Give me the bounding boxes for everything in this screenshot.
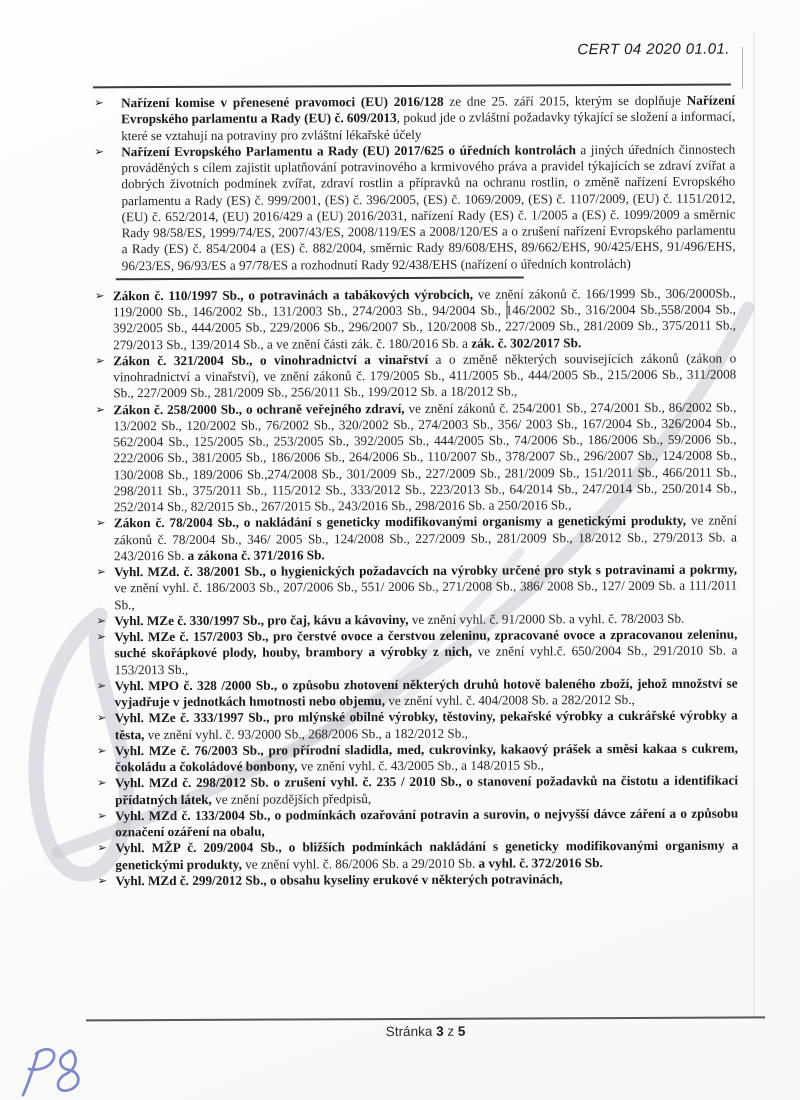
decree-amendments: ve znění vyhl. č. 404/2008 Sb. a 282/2012 Sb.,	[388, 691, 635, 709]
footer-of-label: z	[447, 1023, 455, 1039]
regulation-item	[95, 627, 737, 679]
regulation-item	[95, 562, 737, 614]
document-body	[93, 93, 738, 890]
regulation-text: a jiných úředních činnostech prováděných s cílem zajistit uplatňování potravinového a krmivového práva a pravidel týkajících se zdraví zvířat a dobrých životních podmínek zvířat, zdraví rostlin a přípravků na ochranu rostlin, o změně nařízení Evropského parlamentu a Rady (ES) č. 999/2001, (ES) č. 396/2005, (ES) č. 1069/2009, (ES) č. 1107/2009, (EU) č. 1151/2012, (EU) č. 652/2014, (EU) 2016/429 a (EU) 2016/2031, nařízení Rady (ES) č. 1/2005 a (ES) č. 1099/2009 a směrnic Rady 98/58/ES, 1999/74/ES, 2007/43/ES, 2008/119/ES a 2008/120/ES a o zrušení nařízení Evropského parlamentu a Rady (ES) č. 854/2004 a (ES) č. 882/2004, směrnic Rady 89/608/EHS, 89/662/EHS, 90/425/EHS, 91/496/EHS, 96/23/ES, 96/93/ES a 97/78/ES a rozhodnutí Rady 92/438/EHS (nařízení o úředních kontrolách)	[121, 141, 736, 273]
decree-amendments: ve znění vyhl. č. 86/2006 Sb. a 29/2010 Sb.	[245, 855, 479, 872]
document-code: CERT 04 2020 01.01.	[577, 40, 730, 59]
section-divider-rule	[116, 276, 524, 280]
bullet-arrow-icon: ➢	[96, 566, 106, 579]
bullet-arrow-icon: ➢	[95, 355, 105, 368]
handwritten-p8-mark	[14, 1042, 88, 1100]
regulation-item	[96, 708, 738, 743]
bullet-arrow-icon: ➢	[94, 146, 104, 159]
law-amendments: a o změně některých souvisejících zákonů (zákon o vinohradnictví a vinařství), ve znění zákonů č. 179/2005 Sb., 411/2005 Sb., 444/2005 Sb., 215/2006 Sb., 311/2008 Sb., 227/2009 Sb., 281/2009 Sb., 256/2011 Sb., 199/2012 Sb. a 18/2012 Sb.,	[113, 350, 737, 401]
law-amendments: ve znění zákonů č. 78/2004 Sb., 346/ 2005 Sb., 124/2008 Sb., 227/2009 Sb., 281/2009 Sb., 18/2012 Sb., 279/2013 Sb. a 243/2016 Sb.	[113, 512, 737, 563]
law-title: Zákon č. 78/2004 Sb., o nakládání s geneticky modifikovanými organismy a genetickými produkty,	[113, 512, 692, 531]
decree-title: Vyhl. MZe č. 76/2003 Sb., pro přírodní sladidla, med, cukrovinky, kakaový prášek a směsi kakaa s cukrem, čokoládu a čokoládové bonbony,	[114, 740, 738, 775]
decree-title: Vyhl. MZe č. 330/1997 Sb., pro čaj, kávu a kávoviny,	[114, 611, 412, 628]
decree-title: a vyhl. č. 372/2016 Sb.	[478, 854, 603, 871]
decree-amendments: ve znění vyhl.č. 650/2004 Sb., 291/2010 Sb. a 153/2013 Sb.,	[114, 642, 738, 677]
bullet-arrow-icon: ➢	[96, 615, 106, 628]
regulation-item	[96, 870, 738, 889]
law-title: Zákon č. 110/1997 Sb., o potravinách a tabákových výrobcích,	[112, 286, 478, 304]
footer-total-pages: 5	[457, 1023, 466, 1039]
decree-title: Vyhl. MPO č. 328 /2000 Sb., o způsobu zhotovení některých druhů hotově baleného zboží, jehož množství se vyjadřuje v jednotkách hmotnosti nebo objemu,	[114, 675, 738, 710]
regulation-title: Nařízení komise v přenesené pravomoci (EU) 2016/128	[121, 93, 450, 111]
decree-amendments: ve znění vyhl. č. 91/2000 Sb. a vyhl. č. 78/2003 Sb.	[411, 610, 685, 627]
bullet-arrow-icon: ➢	[96, 777, 107, 790]
decree-title: Vyhl. MZe č. 157/2003 Sb., pro čerstvé ovoce a čerstvou zeleninu, zpracované ovoce a zpracovanou zeleninu, suché skořápkové plody, houby, brambory a výrobky z nich,	[114, 626, 738, 661]
decree-title: Vyhl. MZd. č. 38/2001 Sb., o hygienických požadavcích na výrobky určené pro styk s potravinami a pokrmy,	[114, 561, 738, 580]
decree-title: Vyhl. MZd č. 133/2004 Sb., o podmínkách ozařování potravin a surovin, o nejvyšší dávce záření a o způsobu označení ozáření na obalu,	[115, 805, 739, 840]
decree-amendments: ve znění vyhl. č. 93/2000 Sb., 268/2006 Sb., a 182/2012 Sb.,	[147, 725, 468, 742]
law-title: zák. č. 302/2017 Sb.	[471, 334, 582, 351]
bullet-arrow-icon: ➢	[97, 810, 107, 823]
bullet-arrow-icon: ➢	[95, 517, 106, 530]
decree-amendments: ve znění vyhl. č. 43/2005 Sb., a 148/2015 Sb.,	[300, 757, 544, 774]
header-rule	[93, 84, 731, 89]
page-footer	[86, 1022, 765, 1040]
bullet-arrow-icon: ➢	[96, 631, 107, 644]
decree-title: Vyhl. MZd č. 298/2012 Sb. o zrušení vyhl. č. 235 / 2010 Sb., o stanovení požadavků na čistotu a identifikaci přídatných látek,	[114, 772, 739, 807]
decree-amendments: ve znění vyhl. č. 186/2003 Sb., 207/2006 Sb., 551/ 2006 Sb., 271/2008 Sb., 386/ 2008 Sb., 127/ 2009 Sb. a 111/2011 Sb.,	[114, 577, 738, 612]
regulation-item	[96, 740, 738, 775]
regulation-item	[94, 285, 736, 353]
regulation-text: ze dne 25. září 2015, kterým se doplňuje	[449, 92, 687, 109]
bullet-arrow-icon: ➢	[97, 842, 107, 855]
bullet-arrow-icon: ➢	[95, 403, 106, 416]
regulation-item	[96, 805, 738, 840]
regulation-title: Nařízení Evropského Parlamentu a Rady (EU) 2017/625 o úředních kontrolách	[121, 141, 581, 159]
bullet-arrow-icon: ➢	[94, 97, 104, 110]
decree-amendments: ve znění pozdějších předpisů,	[215, 790, 372, 807]
decree-title: Vyhl. MŽP č. 209/2004 Sb., o bližších podmínkách nakládání s geneticky modifikovanými organismy a genetickými produkty,	[115, 837, 739, 872]
law-title: Zákon č. 258/2000 Sb., o ochraně veřejného zdraví,	[113, 400, 409, 417]
footer-page-number: 3	[436, 1023, 444, 1039]
law-title: a zákona č. 371/2016 Sb.	[187, 547, 325, 563]
law-amendments: ve znění zákonů č. 166/1999 Sb., 306/2000Sb., 119/2000 Sb., 146/2002 Sb., 131/2003 Sb., 274/2003 Sb., 94/2004 Sb., 146/2002 Sb., 316/2004 Sb.,558/2004 Sb., 392/2005 Sb., 444/2005 Sb., 229/2006 Sb., 296/2007 Sb., 120/2008 Sb., 227/2009 Sb., 281/2009 Sb., 375/2011 Sb., 279/2013 Sb., 139/2014 Sb., a ve znění části zák. č. 180/2016 Sb. a	[112, 285, 737, 352]
regulation-item	[96, 773, 738, 808]
eu-regulations-list	[93, 93, 736, 275]
footer-rule	[86, 1016, 765, 1021]
bullet-arrow-icon: ➢	[94, 290, 105, 303]
law-amendments: ve znění zákonů č. 254/2001 Sb., 274/2001 Sb., 86/2002 Sb., 13/2002 Sb., 120/2002 Sb., 76/2002 Sb., 320/2002 Sb., 274/2003 Sb., 356/ 2003 Sb., 167/2004 Sb., 326/2004 Sb., 562/2004 Sb., 125/2005 Sb., 253/2005 Sb., 392/2005 Sb., 444/2005 Sb., 74/2006 Sb., 186/2006 Sb., 59/2006 Sb., 222/2006 Sb., 381/2005 Sb., 186/2006 Sb., 264/2006 Sb., 110/2007 Sb., 378/2007 Sb., 296/2007 Sb., 124/2008 Sb., 130/2008 Sb., 189/2006 Sb.,274/2008 Sb., 301/2009 Sb., 227/2009 Sb., 281/2009 Sb., 151/2011 Sb., 466/2011 Sb., 298/2011 Sb., 375/2011 Sb., 115/2012 Sb., 333/2012 Sb., 223/2013 Sb., 64/2014 Sb., 247/2014 Sb., 250/2014 Sb., 252/2014 Sb., 82/2015 Sb., 267/2015 Sb., 243/2016 Sb., 298/2016 Sb. a 250/2016 Sb.,	[113, 399, 737, 515]
regulation-item	[93, 93, 735, 145]
bullet-arrow-icon: ➢	[96, 712, 107, 725]
regulation-item	[93, 141, 736, 274]
regulation-item	[96, 838, 738, 873]
regulation-item	[94, 399, 736, 516]
national-laws-list	[94, 285, 739, 889]
regulation-item	[95, 513, 737, 565]
bullet-arrow-icon: ➢	[96, 680, 107, 693]
decree-title: Vyhl. MZe č. 333/1997 Sb., pro mlýnské obilné výrobky, těstoviny, pekařské výrobky a cukrářské výrobky a těsta,	[114, 707, 738, 742]
law-title: Zákon č. 321/2004 Sb., o vinohradnictví a vinařství	[113, 351, 436, 368]
footer-page-label: Stránka	[385, 1023, 433, 1040]
regulation-title: Nařízení Evropského parlamentu a Rady (EU) č. 609/2013	[121, 92, 736, 127]
bullet-arrow-icon: ➢	[96, 745, 107, 758]
decree-title: Vyhl. MZd č. 299/2012 Sb., o obsahu kyseliny erukové v některých potravinách,	[115, 871, 563, 888]
regulation-item	[94, 350, 736, 402]
bullet-arrow-icon: ➢	[97, 875, 108, 888]
regulation-item	[96, 675, 738, 710]
regulation-text: , pokud jde o zvláštní požadavky týkající se složení a informací, které se vztahují na potraviny pro zvláštní lékařské účely	[121, 108, 736, 143]
